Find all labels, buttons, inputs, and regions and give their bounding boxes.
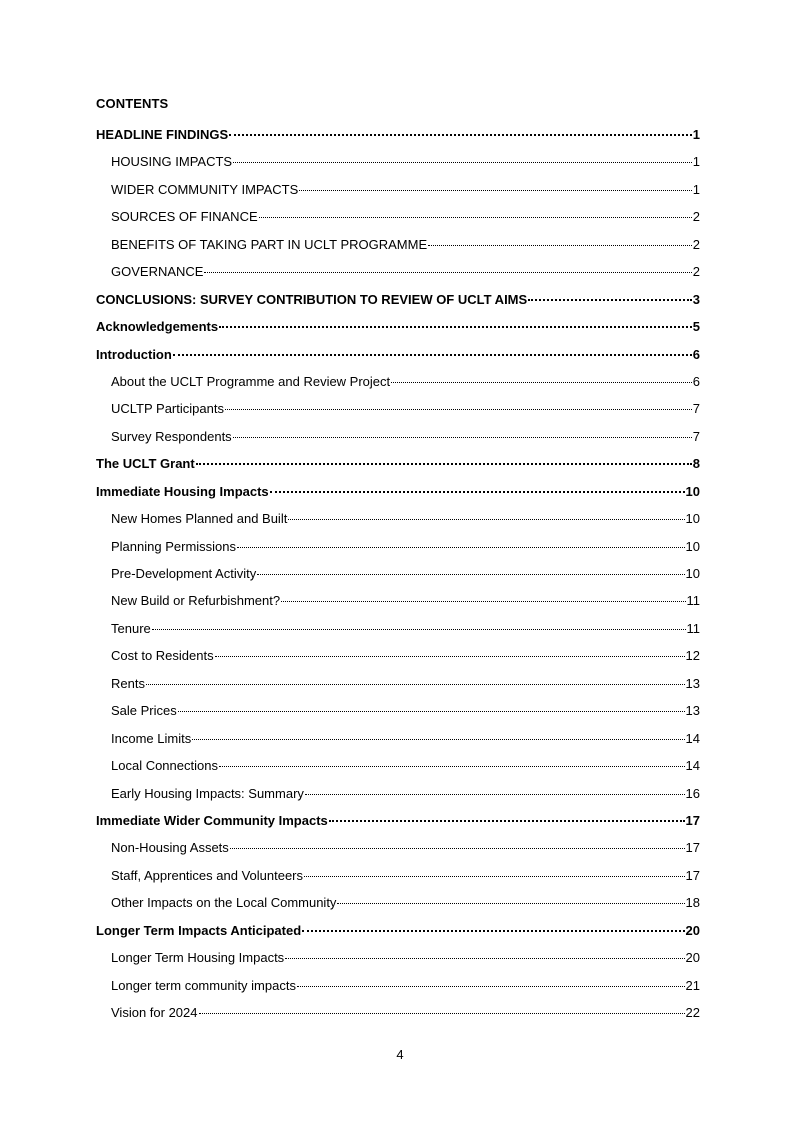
dot-leader xyxy=(230,847,685,849)
dot-leader xyxy=(337,902,684,904)
dot-leader xyxy=(259,216,692,218)
toc-entry-title: Immediate Wider Community Impacts xyxy=(96,812,328,828)
toc-subsection-entry[interactable] xyxy=(96,258,700,285)
dot-leader xyxy=(304,875,685,877)
toc-subsection-entry[interactable] xyxy=(96,560,700,587)
dot-leader xyxy=(219,765,685,767)
toc-entry-title: The UCLT Grant xyxy=(96,456,195,472)
table-of-contents xyxy=(96,121,700,1026)
toc-entry-page-number: 2 xyxy=(692,209,700,225)
toc-entry-title: Longer term community impacts xyxy=(111,977,296,993)
toc-subsection-entry[interactable] xyxy=(96,972,700,999)
dot-leader xyxy=(391,381,692,383)
toc-entry-title: WIDER COMMUNITY IMPACTS xyxy=(111,181,299,197)
toc-entry-title: Staff, Apprentices and Volunteers xyxy=(111,867,304,883)
toc-entry-title: New Build or Refurbishment? xyxy=(111,593,281,609)
dot-leader xyxy=(196,462,692,465)
toc-section-entry[interactable] xyxy=(96,341,700,368)
toc-section-entry[interactable] xyxy=(96,917,700,944)
toc-entry-page-number: 10 xyxy=(685,538,700,554)
toc-entry-title: Immediate Housing Impacts xyxy=(96,483,269,499)
toc-entry-title: Income Limits xyxy=(111,730,192,746)
toc-entry-page-number: 16 xyxy=(685,785,700,801)
toc-entry-title: Early Housing Impacts: Summary xyxy=(111,785,304,801)
toc-entry-title: New Homes Planned and Built xyxy=(111,511,288,527)
toc-entry-page-number: 18 xyxy=(685,895,700,911)
toc-entry-page-number: 22 xyxy=(685,1005,700,1020)
toc-subsection-entry[interactable] xyxy=(96,587,700,614)
toc-entry-title: Introduction xyxy=(96,346,172,362)
toc-section-entry[interactable] xyxy=(96,450,700,477)
toc-entry-title: GOVERNANCE xyxy=(111,264,204,280)
toc-subsection-entry[interactable] xyxy=(96,670,700,697)
toc-subsection-entry[interactable] xyxy=(96,862,700,889)
toc-subsection-entry[interactable] xyxy=(96,176,700,203)
toc-entry-page-number: 13 xyxy=(685,675,700,691)
dot-leader xyxy=(329,819,685,822)
dot-leader xyxy=(237,546,685,548)
toc-subsection-entry[interactable] xyxy=(96,368,700,395)
toc-entry-page-number: 1 xyxy=(692,127,700,142)
dot-leader xyxy=(233,161,692,163)
toc-entry-page-number: 13 xyxy=(685,703,700,719)
dot-leader xyxy=(199,1012,685,1014)
toc-entry-page-number: 10 xyxy=(685,511,700,527)
toc-entry-title: About the UCLT Programme and Review Project xyxy=(111,373,391,389)
toc-subsection-entry[interactable] xyxy=(96,505,700,532)
toc-subsection-entry[interactable] xyxy=(96,231,700,258)
toc-entry-page-number: 6 xyxy=(692,373,700,389)
toc-entry-page-number: 7 xyxy=(692,428,700,444)
toc-entry-title: CONCLUSIONS: SURVEY CONTRIBUTION TO REVIEW OF UCLT AIMS xyxy=(96,291,528,307)
dot-leader xyxy=(299,189,691,191)
toc-entry-title: Survey Respondents xyxy=(111,428,232,444)
toc-subsection-entry[interactable] xyxy=(96,533,700,560)
dot-leader xyxy=(257,573,684,575)
dot-leader xyxy=(270,490,685,493)
toc-entry-page-number: 1 xyxy=(692,154,700,170)
toc-entry-page-number: 14 xyxy=(685,730,700,746)
toc-entry-page-number: 17 xyxy=(685,840,700,856)
toc-subsection-entry[interactable] xyxy=(96,725,700,752)
toc-entry-page-number: 5 xyxy=(692,319,700,335)
toc-entry-page-number: 10 xyxy=(685,483,700,499)
toc-entry-title: Other Impacts on the Local Community xyxy=(111,895,337,911)
dot-leader xyxy=(225,408,692,410)
dot-leader xyxy=(173,353,692,356)
toc-entry-page-number: 1 xyxy=(692,181,700,197)
toc-entry-title: Vision for 2024 xyxy=(111,1005,198,1020)
toc-section-entry[interactable] xyxy=(96,478,700,505)
dot-leader xyxy=(302,929,684,932)
dot-leader xyxy=(146,683,685,685)
toc-subsection-entry[interactable] xyxy=(96,642,700,669)
toc-entry-page-number: 3 xyxy=(692,291,700,307)
dot-leader xyxy=(178,710,685,712)
toc-entry-title: Planning Permissions xyxy=(111,538,237,554)
toc-entry-title: Tenure xyxy=(111,620,151,636)
toc-entry-title: HEADLINE FINDINGS xyxy=(96,127,229,142)
toc-entry-page-number: 12 xyxy=(685,648,700,664)
toc-section-entry[interactable] xyxy=(96,807,700,834)
toc-subsection-entry[interactable] xyxy=(96,780,700,807)
dot-leader xyxy=(305,793,685,795)
toc-section-entry[interactable] xyxy=(96,121,700,148)
dot-leader xyxy=(281,600,685,602)
toc-entry-page-number: 6 xyxy=(692,346,700,362)
toc-entry-title: SOURCES OF FINANCE xyxy=(111,209,258,225)
dot-leader xyxy=(192,738,684,740)
dot-leader xyxy=(428,244,692,246)
toc-entry-page-number: 20 xyxy=(685,922,700,938)
toc-subsection-entry[interactable] xyxy=(96,834,700,861)
toc-entry-title: Local Connections xyxy=(111,758,218,774)
toc-entry-title: Longer Term Impacts Anticipated xyxy=(96,922,302,938)
toc-entry-page-number: 20 xyxy=(685,950,700,966)
dot-leader xyxy=(152,628,686,630)
toc-entry-title: Cost to Residents xyxy=(111,648,214,664)
toc-heading: CONTENTS xyxy=(96,96,169,111)
toc-entry-page-number: 17 xyxy=(685,867,700,883)
toc-entry-page-number: 11 xyxy=(686,620,700,636)
toc-entry-title: Longer Term Housing Impacts xyxy=(111,950,285,966)
toc-entry-page-number: 14 xyxy=(685,758,700,774)
dot-leader xyxy=(285,957,684,959)
dot-leader xyxy=(204,271,691,273)
toc-entry-page-number: 21 xyxy=(685,977,700,993)
dot-leader xyxy=(229,133,692,136)
dot-leader xyxy=(297,985,685,987)
toc-subsection-entry[interactable] xyxy=(96,697,700,724)
toc-subsection-entry[interactable] xyxy=(96,615,700,642)
toc-subsection-entry[interactable] xyxy=(96,148,700,175)
toc-entry-title: Pre-Development Activity xyxy=(111,566,257,581)
toc-subsection-entry[interactable] xyxy=(96,889,700,916)
page-number: 4 xyxy=(396,1047,404,1062)
toc-subsection-entry[interactable] xyxy=(96,203,700,230)
toc-entry-page-number: 10 xyxy=(685,566,700,581)
toc-entry-title: UCLTP Participants xyxy=(111,401,224,417)
toc-entry-page-number: 8 xyxy=(692,456,700,472)
toc-subsection-entry[interactable] xyxy=(96,944,700,971)
toc-section-entry[interactable] xyxy=(96,313,700,340)
toc-subsection-entry[interactable] xyxy=(96,752,700,779)
toc-subsection-entry[interactable] xyxy=(96,423,700,450)
toc-entry-title: Rents xyxy=(111,675,145,691)
toc-entry-title: BENEFITS OF TAKING PART IN UCLT PROGRAMME xyxy=(111,236,428,252)
toc-entry-page-number: 2 xyxy=(692,236,700,252)
toc-section-entry[interactable] xyxy=(96,286,700,313)
toc-entry-page-number: 2 xyxy=(692,264,700,280)
toc-subsection-entry[interactable] xyxy=(96,999,700,1026)
dot-leader xyxy=(528,298,692,301)
toc-entry-page-number: 17 xyxy=(685,812,700,828)
toc-subsection-entry[interactable] xyxy=(96,395,700,422)
dot-leader xyxy=(215,655,685,657)
toc-entry-page-number: 7 xyxy=(692,401,700,417)
toc-entry-title: Sale Prices xyxy=(111,703,177,719)
dot-leader xyxy=(233,436,692,438)
dot-leader xyxy=(288,518,684,520)
toc-entry-title: Acknowledgements xyxy=(96,319,219,335)
toc-entry-title: Non-Housing Assets xyxy=(111,840,229,856)
dot-leader xyxy=(219,325,692,328)
toc-entry-page-number: 11 xyxy=(686,593,700,609)
toc-entry-title: HOUSING IMPACTS xyxy=(111,154,233,170)
